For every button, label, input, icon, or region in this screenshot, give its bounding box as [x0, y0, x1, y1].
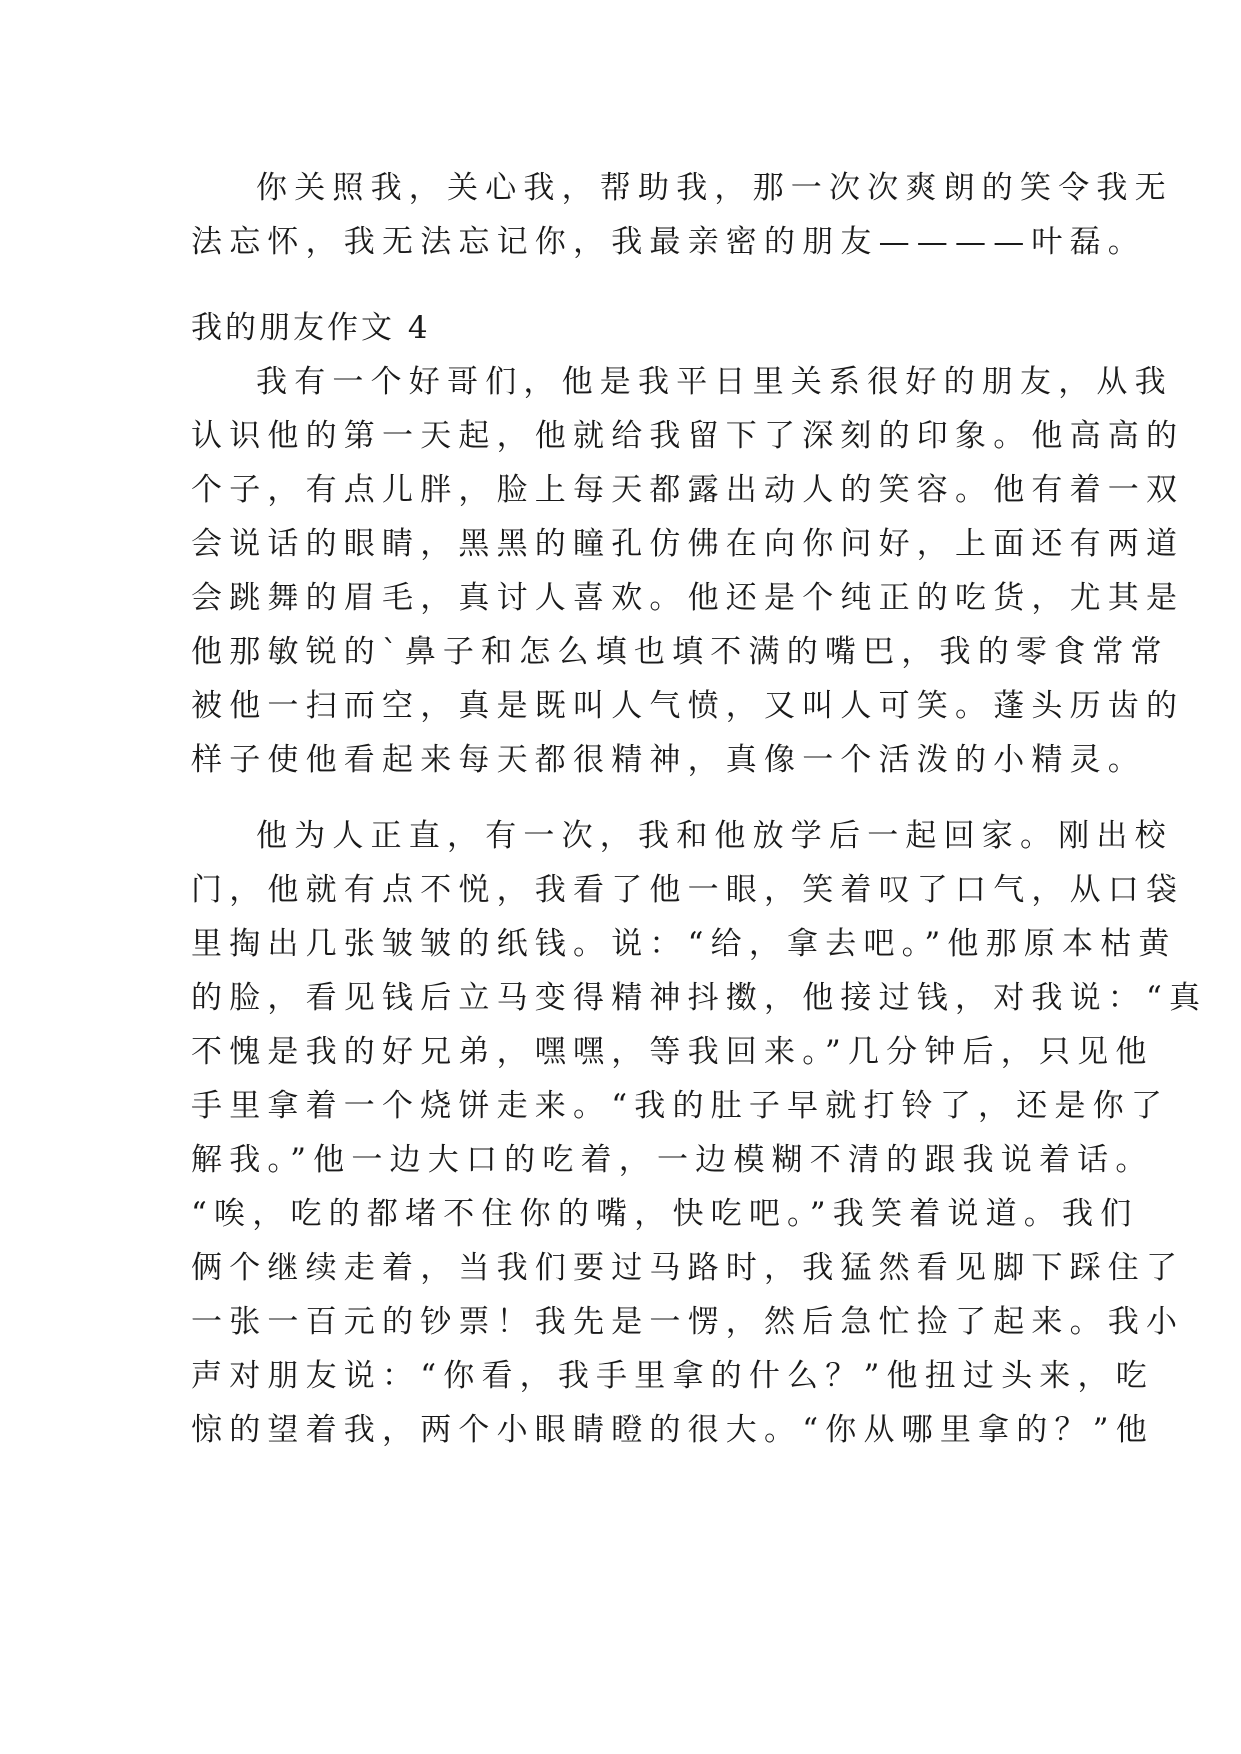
- text-line: 认识他的第一天起，他就给我留下了深刻的印象。他高高的: [191, 418, 1185, 454]
- text-line: 俩个继续走着，当我们要过马路时，我猛然看见脚下踩住了: [191, 1250, 1185, 1286]
- text-line: 他那敏锐的`鼻子和怎么填也填不满的嘴巴，我的零食常常: [191, 634, 1169, 670]
- text-line: 手里拿着一个烧饼走来。“我的肚子早就打铃了，还是你了: [191, 1088, 1170, 1124]
- text-line: 一张一百元的钞票！我先是一愣，然后急忙捡了起来。我小: [191, 1304, 1185, 1340]
- text-line: 里掏出几张皱皱的纸钱。说：“给，拿去吧。”他那原本枯黄: [191, 926, 1177, 962]
- text-line: 被他一扫而空，真是既叫人气愤，又叫人可笑。蓬头历齿的: [191, 688, 1185, 724]
- text-line: 声对朋友说：“你看，我手里拿的什么？”他扭过头来，吃: [191, 1358, 1154, 1394]
- text-line: 你关照我，关心我，帮助我，那一次次爽朗的笑令我无: [256, 170, 1173, 206]
- text-line: 个子，有点儿胖，脸上每天都露出动人的笑容。他有着一双: [191, 472, 1185, 508]
- section-title: 我的朋友作文 4: [191, 310, 431, 346]
- text-line: 会说话的眼睛，黑黑的瞳孔仿佛在向你问好，上面还有两道: [191, 526, 1185, 562]
- text-line: “唉，吃的都堵不住你的嘴，快吃吧。”我笑着说道。我们: [191, 1196, 1139, 1232]
- text-line: 会跳舞的眉毛，真讨人喜欢。他还是个纯正的吃货，尤其是: [191, 580, 1185, 616]
- text-line: 惊的望着我，两个小眼睛瞪的很大。“你从哪里拿的？”他: [191, 1412, 1154, 1448]
- text-line: 样子使他看起来每天都很精神，真像一个活泼的小精灵。: [191, 742, 1146, 778]
- text-line: 解我。”他一边大口的吃着，一边模糊不清的跟我说着话。: [191, 1142, 1154, 1178]
- text-line: 不愧是我的好兄弟，嘿嘿，等我回来。”几分钟后，只见他: [191, 1034, 1154, 1070]
- text-line: 法忘怀，我无法忘记你，我最亲密的朋友————叶磊。: [191, 224, 1146, 260]
- text-line: 门，他就有点不悦，我看了他一眼，笑着叹了口气，从口袋: [191, 872, 1185, 908]
- text-line: 我有一个好哥们，他是我平日里关系很好的朋友，从我: [256, 364, 1173, 400]
- text-line: 他为人正直，有一次，我和他放学后一起回家。刚出校: [256, 818, 1173, 854]
- text-line: 的脸，看见钱后立马变得精神抖擞，他接过钱，对我说：“真: [191, 980, 1208, 1016]
